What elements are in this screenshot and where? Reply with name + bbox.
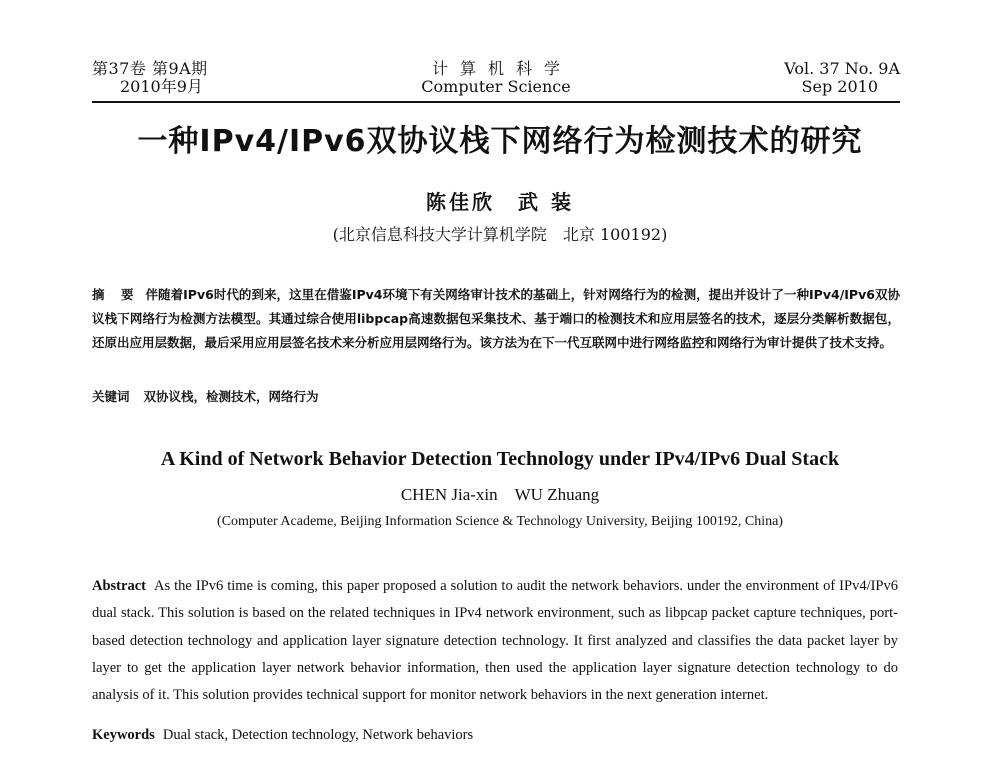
keywords-en bbox=[92, 725, 898, 745]
authors-cn: 陈佳欣 武 装 bbox=[426, 190, 574, 214]
affiliation-en: (Computer Academe, Beijing Information Science & Technology University, Beijing 100192, China) bbox=[217, 514, 783, 529]
affiliation-cn: (北京信息科技大学计算机学院 北京 100192) bbox=[332, 225, 668, 244]
abstract-en-label: Abstract bbox=[92, 578, 146, 594]
abstract-en-text: As the IPv6 time is coming, this paper proposed a solution to audit the network behaviors. under the environment of IPv4/IPv6 dual stack. This solution is based on the related techniques in IPv4 network environment, such as libpcap packet capture techniques, port-based detection technology and application layer signature detection technology. It first analyzed and classifies the data packet layer by layer to get the application layer network behavior information, then used the application layer signature detection technology to do analysis of it. This solution provides technical support for monitor network behaviors in the next generation internet. bbox=[92, 578, 898, 704]
abstract-en bbox=[92, 573, 898, 709]
header-rule bbox=[92, 101, 900, 103]
journal-header bbox=[92, 60, 900, 106]
abstract-cn-label: 摘 要 bbox=[92, 287, 140, 302]
keywords-cn-label: 关键词 bbox=[92, 389, 130, 404]
authors-en: CHEN Jia-xin WU Zhuang bbox=[400, 485, 600, 504]
date-cn: 2010年9月 bbox=[120, 77, 203, 96]
header-left-block bbox=[92, 60, 208, 96]
keywords-en-text: Dual stack, Detection technology, Network behaviors bbox=[162, 727, 474, 743]
header-right-block bbox=[784, 60, 900, 96]
journal-name-en: Computer Science bbox=[421, 77, 571, 96]
volume-en: Vol. 37 No. 9A bbox=[784, 59, 900, 78]
keywords-cn bbox=[92, 387, 900, 407]
abstract-cn-text: 伴随着IPv6时代的到来，这里在借鉴IPv4环境下有关网络审计技术的基础上，针对网络行为的检测，提出并设计了一种IPv4/IPv6双协议栈下网络行为检测方法模型。其通过综合使用libpcap高速数据包采集技术、基于端口的检测技术和应用层签名的技术，逐层分类解析数据包，还原出应用层数据，最后采用应用层签名技术来分析应用层网络行为。该方法为在下一代互联网中进行网络监控和网络行为审计提供了技术支持。 bbox=[92, 287, 901, 350]
volume-cn: 第37卷 第9A期 bbox=[92, 59, 208, 78]
title-en: A Kind of Network Behavior Detection Technology under IPv4/IPv6 Dual Stack bbox=[160, 448, 840, 470]
keywords-cn-text: 双协议栈，检测技术，网络行为 bbox=[143, 389, 319, 404]
abstract-cn bbox=[92, 283, 900, 355]
keywords-en-label: Keywords bbox=[92, 727, 155, 743]
date-en: Sep 2010 bbox=[801, 77, 878, 96]
title-cn: 一种IPv4/IPv6双协议栈下网络行为检测技术的研究 bbox=[137, 124, 863, 159]
journal-name-cn: 计算机科学 bbox=[431, 59, 572, 78]
header-center-block bbox=[392, 60, 600, 96]
